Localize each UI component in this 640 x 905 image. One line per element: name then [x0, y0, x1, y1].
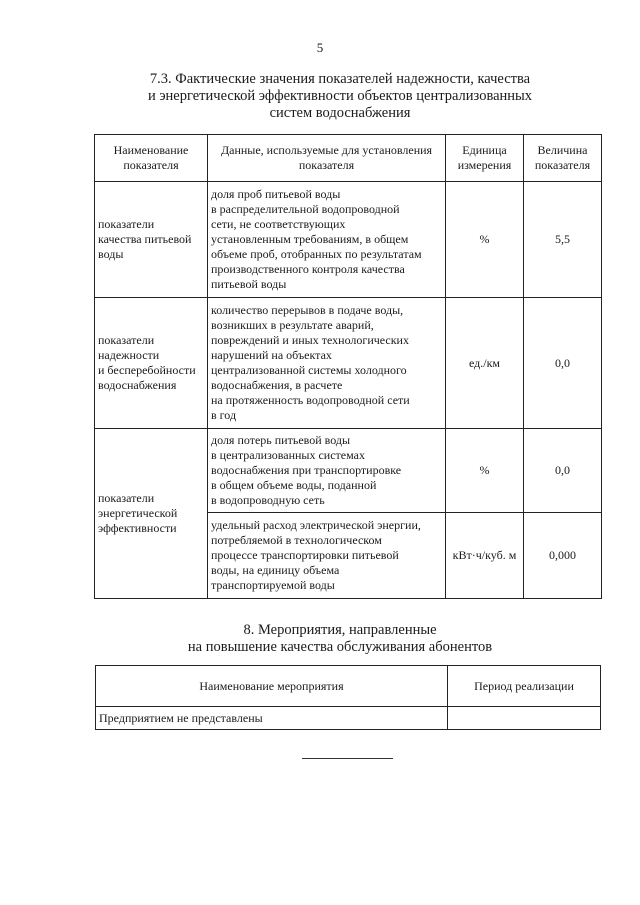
indicator-name-cell: показатели качества питьевой воды: [95, 182, 208, 298]
title-line: и энергетической эффективности объектов централизованных: [147, 88, 533, 104]
table-row: [95, 429, 602, 513]
unit-cell: %: [446, 182, 524, 298]
measures-table: [95, 665, 601, 730]
value-cell: 0,0: [524, 429, 602, 513]
header-indicator-name: Наименование показателя: [95, 135, 208, 182]
table-header-row: [96, 666, 601, 707]
header-measure-name: Наименование мероприятия: [96, 666, 448, 707]
page-number: 5: [316, 40, 324, 55]
source-data-cell: удельный расход электрической энергии, потребляемой в технологическом процессе транспортировки питьевой воды, на единицу объема транспортируемой воды: [208, 513, 446, 599]
title-line: систем водоснабжения: [269, 105, 411, 121]
indicators-table: [94, 134, 602, 599]
value-cell: 5,5: [524, 182, 602, 298]
indicator-name-cell: показатели энергетической эффективности: [95, 429, 208, 599]
unit-cell: %: [446, 429, 524, 513]
table-row: [96, 707, 601, 730]
header-source-data: Данные, используемые для установления показателя: [208, 135, 446, 182]
table-header-row: [95, 135, 602, 182]
unit-cell: ед./км: [446, 298, 524, 429]
source-data-cell: количество перерывов в подаче воды, возникших в результате аварий, повреждений и иных технологических нарушений на объектах централизованной системы холодного водоснабжения, в расчете на протяженность водопроводной сети в год: [208, 298, 446, 429]
measure-name-cell: Предприятием не представлены: [96, 707, 448, 730]
source-data-cell: доля проб питьевой воды в распределительной водопроводной сети, не соответствующих установленным требованиям, в общем объеме проб, отобранных по результатам производственного контроля качества питьевой воды: [208, 182, 446, 298]
period-cell: [448, 707, 601, 730]
header-unit: Единица измерения: [446, 135, 524, 182]
header-implementation-period: Период реализации: [448, 666, 601, 707]
indicator-name-cell: показатели надежности и бесперебойности водоснабжения: [95, 298, 208, 429]
closing-rule: [302, 758, 393, 759]
section-8-title: [130, 622, 550, 656]
title-line: на повышение качества обслуживания абонентов: [187, 639, 493, 655]
source-data-cell: доля потерь питьевой воды в централизованных системах водоснабжения при транспортировке в общем объеме воды, поданной в водопроводную сеть: [208, 429, 446, 513]
value-cell: 0,0: [524, 298, 602, 429]
value-cell: 0,000: [524, 513, 602, 599]
unit-cell: кВт·ч/куб. м: [446, 513, 524, 599]
title-line: 8. Мероприятия, направленные: [243, 622, 437, 638]
header-value: Величина показателя: [524, 135, 602, 182]
table-row: [95, 182, 602, 298]
table-row: [95, 298, 602, 429]
title-line: 7.3. Фактические значения показателей надежности, качества: [149, 71, 531, 87]
section-7-3-title: [130, 71, 550, 122]
